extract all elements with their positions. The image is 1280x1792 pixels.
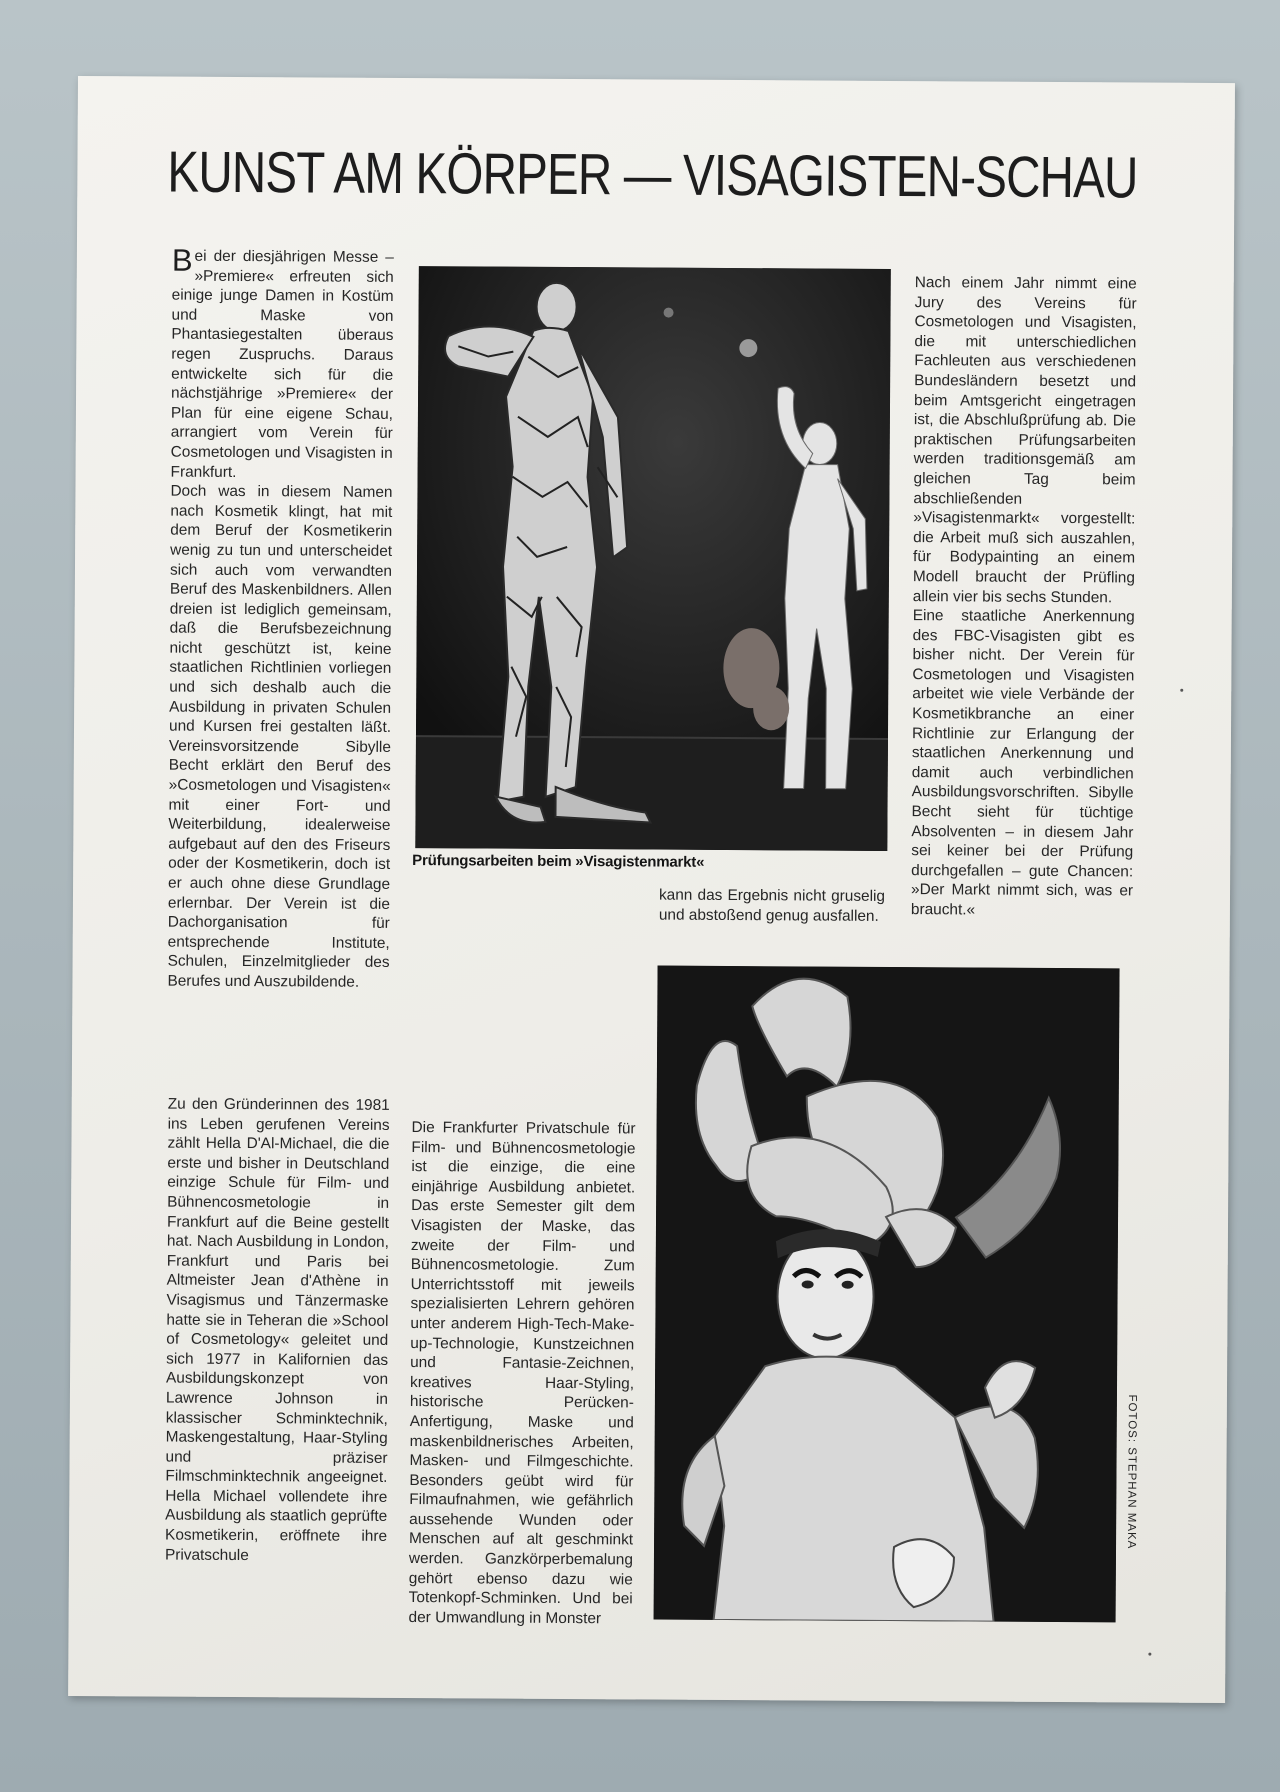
- drop-cap: B: [171, 242, 193, 278]
- column-4: [911, 273, 1137, 921]
- body-paragraph: Zu den Gründerinnen des 1981 ins Leben gerufenen Vereins zählt Hella D'Al-Michael, die die erste und bisher in Deutschland einzige Schule für Film- und Bühnencosmetologie in Frankfurt auf die Beine gestellt hat. Nach Ausbildung in London, Frankfurt und Paris bei Altmeister Jean d'Athène in Visagismus und Tänzermaske hatte sie in Teheran die »School of Cosmetology« geleitet und sich 1977 in Kalifornien das Ausbildungskonzept von Lawrence Johnson in klassischer Schminktechnik, Maskengestaltung, Haar-Styling und präziser Filmschminktechnik angeeignet. Hella Michael vollendete ihre Ausbildung als staatlich geprüfte Kosmetikerin, eröffnete ihre Privatschule: [164, 1095, 390, 1564]
- body-paragraph: Doch was in diesem Namen nach Kosmetik klingt, hat mit dem Beruf der Kosmetikerin wenig zu tun und unterscheidet sich auch vom verwandten Beruf des Maskenbildners. Allen dreien ist lediglich gemeinsam, daß die Berufsbezeichnung nicht geschützt ist, keine staatlichen Richtlinien vorliegen und sich deshalb auch die Ausbildung in privaten Schulen und Kursen frei gestalten läßt. Vereinsvorsitzende Sibylle Becht erklärt den Beruf des »Cosmetologen und Visagisten« mit einer Fort- und Weiterbildung, idealerweise aufgebaut auf den des Friseurs oder der Kosmetikerin, doch ist er auch ohne diese Grundlage erlernbar. Der Verein ist die Dachorganisation für entsprechende Institute, Schulen, Einzelmitglieder des Berufes und Auszubildende.: [167, 482, 393, 991]
- photo-costume-model-image: [654, 966, 1120, 1623]
- continuation-text: kann das Ergebnis nicht gruselig und abstoßend genug ausfallen.: [658, 886, 886, 925]
- intro-paragraph: [170, 242, 394, 483]
- column-3-continuation: [659, 886, 885, 927]
- photo-caption: Prüfungsarbeiten beim »Visagistenmarkt«: [412, 852, 705, 871]
- column-2-bottom: [409, 1118, 636, 1629]
- column-1-bottom: [165, 1095, 390, 1567]
- paper-speck: [1180, 689, 1183, 692]
- photo-credit: FOTOS: STEPHAN MAKA: [1125, 1394, 1138, 1550]
- headline: KUNST AM KÖRPER — VISAGISTEN-SCHAU: [167, 139, 1138, 211]
- photo-costume-model: [654, 966, 1120, 1623]
- paragraph-text: ei der diesjährigen Messe – »Premiere« erfreuten sich einige junge Damen in Kostüm und Maske von Phantasiegestalten überaus regen Zuspruchs. Daraus entwickelte sich für die nächstjährige »Premiere« der Plan für eine eigene Schau, arrangiert vom Verein für Cosmetologen und Visagisten in Frankfurt.: [170, 247, 394, 481]
- photo-body-painting: [415, 266, 891, 851]
- body-paragraph: Eine staatliche Anerkennung des FBC-Visagisten gibt es bisher nicht. Der Verein für Cosmetologen und Visagisten arbeitet wie viele Verbände der Kosmetikbranche an einer Richtlinie zur Erlangung der staatlichen Anerkennung und damit auch verbindlichen Ausbildungsvorschriften. Sibylle Becht sieht für tüchtige Absolventen – in diesem Jahr sei keiner bei der Prüfung durchgefallen – gute Chancen: »Der Markt nimmt sich, was er braucht.«: [910, 607, 1135, 919]
- photo-body-painting-image: [415, 266, 891, 851]
- paper-speck: [1148, 1653, 1151, 1656]
- body-paragraph: Nach einem Jahr nimmt eine Jury des Vereins für Cosmetologen und Visagisten, die mit unterschiedlichen Fachleuten aus verschiedenen Bundesländern besetzt und beim Amtsgericht eingetragen ist, die Abschlußprüfung ab. Die praktischen Prüfungsarbeiten werden traditionsgemäß am gleichen Tag beim abschließenden »Visagistenmarkt« vorgestellt: die Arbeit muß sich auszahlen, für Bodypainting an einem Modell braucht der Prüfling allein vier bis sechs Stunden.: [912, 274, 1137, 606]
- body-paragraph: Die Frankfurter Privatschule für Film- und Bühnencosmetologie ist die einzige, die eine einjährige Ausbildung anbietet. Das erste Semester gilt dem Visagisten der Maske, das zweite der Film- und Bühnencosmetologie. Zum Unterrichtsstoff mit jeweils spezialisierten Lehrern gehören unter anderem High-Tech-Make-up-Technologie, Kunstzeichnen und Fantasie-Zeichnen, kreatives Haar-Styling, historische Perücken-Anfertigung, Maske und maskenbildnerisches Arbeiten, Masken- und Filmgeschichte. Besonders geübt wird für Filmaufnahmen, wie gefährlich aussehende Wunden oder Menschen auf alt geschminkt werden. Ganzkörperbemalung gehört ebenso dazu wie Totenkopf-Schminken. Und bei der Umwandlung in Monster: [408, 1119, 636, 1628]
- magazine-page: [68, 76, 1235, 1703]
- column-1-top: [167, 242, 394, 993]
